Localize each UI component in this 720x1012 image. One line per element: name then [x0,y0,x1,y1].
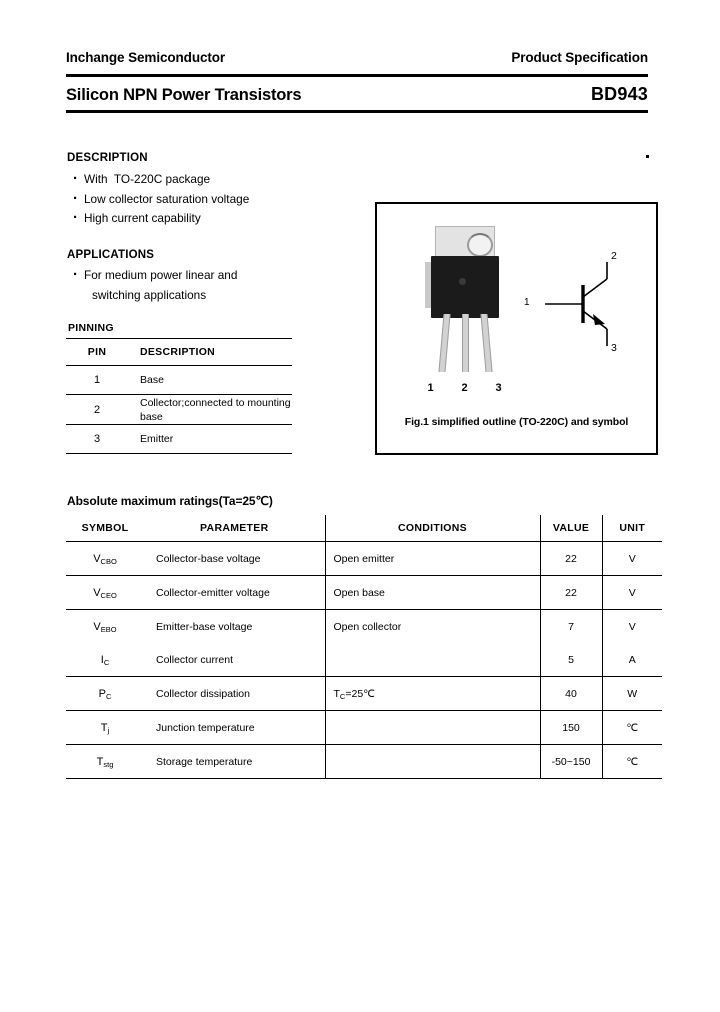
symbol-base: T [96,755,104,768]
pin-description: Emitter [128,425,292,454]
package-pin-label: 3 [495,382,503,394]
pin-number: 3 [66,425,128,454]
figure-1 [375,202,658,455]
package-plastic-body [431,256,499,318]
rating-value: 22 [540,576,602,610]
rating-parameter: Storage temperature [144,745,325,779]
ratings-col-symbol: SYMBOL [81,522,129,534]
company-name: Inchange Semiconductor [66,50,226,65]
package-mounting-hole [467,233,493,257]
rating-conditions: Open base [325,576,540,610]
pinning-col-description: DESCRIPTION [128,339,292,366]
list-item: · For medium power linear and [72,266,352,286]
rating-symbol [66,745,144,779]
list-item: · Low collector saturation voltage [72,190,352,210]
table-row [66,542,662,576]
rating-parameter: Junction temperature [144,711,325,745]
applications-list [72,266,352,305]
page-title: Silicon NPN Power Transistors [66,86,302,104]
to220c-package-image [422,226,508,378]
table-row [66,366,292,395]
rating-symbol [66,711,144,745]
part-number: BD943 [590,84,648,104]
symbol-subscript: CBO [100,557,117,566]
rating-unit: V [602,610,662,644]
rating-conditions [325,745,540,779]
rating-symbol [66,677,144,711]
rating-value: 40 [540,677,602,711]
page-header [66,50,648,65]
condition-text: T [333,687,340,700]
rating-value: -50~150 [540,745,602,779]
symbol-base: T [100,721,108,734]
package-lead-1 [438,314,450,372]
symbol-base: V [93,552,101,565]
rating-unit: A [602,643,662,677]
stray-dot-artifact [646,155,649,158]
condition-subscript: C [339,692,346,701]
pinning-heading: PINNING [68,322,114,334]
applications-heading: APPLICATIONS [67,249,155,261]
condition-value: =25℃ [345,687,375,700]
rating-parameter: Collector-emitter voltage [144,576,325,610]
symbol-subscript: stg [103,760,114,769]
symbol-base: V [93,620,101,633]
pinning-bottom-rule [66,454,128,455]
table-row [66,425,292,454]
package-lead-3 [480,314,492,372]
rating-unit: ℃ [602,745,662,779]
pin-number: 1 [66,366,128,395]
rating-value: 150 [540,711,602,745]
header-divider-bottom [66,110,648,113]
document-type-label: Product Specification [511,50,648,65]
ratings-col-parameter: PARAMETER [200,522,269,534]
rating-value: 5 [540,643,602,677]
rating-unit: ℃ [602,711,662,745]
table-row [66,395,292,425]
symbol-base: V [93,586,101,599]
package-lead-2 [462,314,469,372]
rating-parameter: Collector current [156,653,234,666]
symbol-subscript: C [105,692,112,701]
list-item: · With TO-220C package [72,170,352,190]
rating-unit: V [602,542,662,576]
rating-parameter: Emitter-base voltage [144,610,325,644]
rating-parameter: Collector dissipation [144,677,325,711]
ratings-title: Absolute maximum ratings(Ta=25℃) [67,494,273,508]
package-pin-label: 2 [461,382,469,394]
table-row [66,643,662,677]
ratings-col-unit: UNIT [602,515,662,542]
package-pin-label: 1 [427,382,435,394]
rating-symbol [66,643,144,677]
table-row [66,610,662,644]
absolute-maximum-ratings-table [66,515,662,779]
symbol-terminal-collector-label: 2 [611,250,617,262]
pin-description: Base [128,366,292,395]
symbol-terminal-base-label: 1 [524,297,530,308]
rating-symbol [66,610,144,644]
rating-value: 7 [540,610,602,644]
list-item: · High current capability [72,209,352,229]
header-divider-top [66,74,648,77]
symbol-subscript: C [103,658,110,667]
rating-conditions: Open collector [325,610,540,644]
pinning-table [66,338,292,454]
rating-parameter: Collector-base voltage [144,542,325,576]
description-list [72,170,352,229]
pin-description: Collector;connected to mounting base [128,395,292,425]
npn-transistor-symbol-icon [537,252,647,362]
table-row [66,711,662,745]
rating-conditions [325,711,540,745]
symbol-subscript: EBO [100,625,117,634]
table-row [66,576,662,610]
figure-caption: Fig.1 simplified outline (TO-220C) and symbol [404,416,629,428]
package-pin-labels [420,382,510,394]
title-row [66,84,648,105]
rating-symbol [66,542,144,576]
symbol-terminal-emitter-label: 3 [611,342,617,354]
rating-value: 22 [540,542,602,576]
rating-unit: V [602,576,662,610]
rating-conditions: Open emitter [325,542,540,576]
rating-unit: W [602,677,662,711]
pinning-col-pin: PIN [66,339,128,366]
rating-symbol [66,576,144,610]
rating-conditions [325,677,540,711]
symbol-subscript: CEO [100,591,117,600]
symbol-base: P [98,687,106,700]
symbol-base: I [100,653,104,666]
symbol-subscript: j [107,726,110,735]
pinning-bottom-rule [128,454,292,455]
table-row [66,677,662,711]
table-row [66,745,662,779]
ratings-col-conditions: CONDITIONS [325,515,540,542]
list-item: switching applications [92,287,207,302]
description-heading: DESCRIPTION [67,152,148,164]
pin-number: 2 [66,395,128,425]
ratings-col-value: VALUE [540,515,602,542]
rating-conditions [325,643,540,677]
